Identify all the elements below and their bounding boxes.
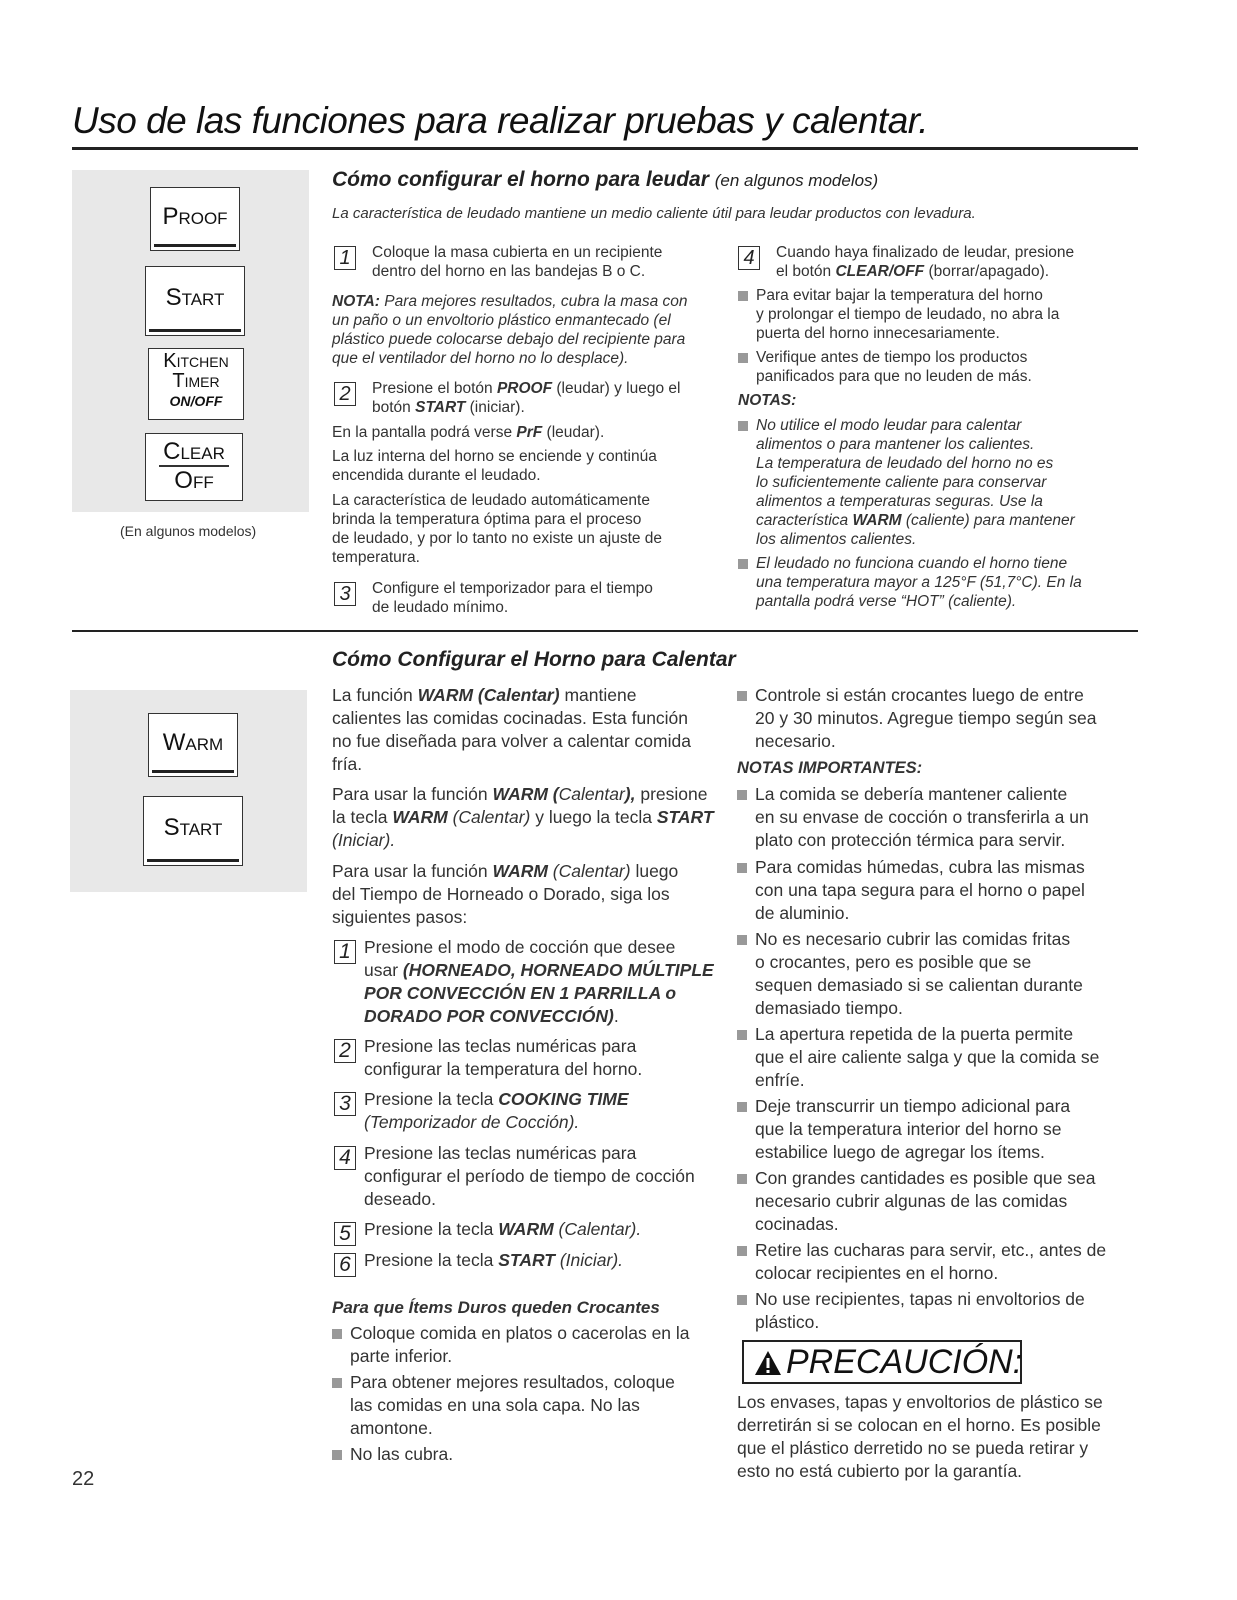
notas-importantes: NOTAS IMPORTANTES: [737,759,923,777]
step-number: 6 [334,1253,356,1277]
proof-key [150,187,240,251]
warm-key-label: Warm [162,729,224,756]
kitchen-timer-label-1: Kitchen [163,350,229,372]
note-8: No use recipientes, tapas ni envoltorios de plástico. [737,1288,1085,1334]
note-5: Deje transcurrir un tiempo adicional para que la temperatura interior del horno se estabilice luego de agregar los ítems. [737,1095,1070,1164]
proof-step1: Coloque la masa cubierta en un recipiente dentro del horno en las bandejas B o C. [372,244,663,280]
clear-off-key [145,433,243,501]
proof-bullet-2: Verifique antes de tiempo los productos panificados para que no leuden de más. [738,348,1032,386]
note-6: Con grandes cantidades es posible que sea necesario cubrir algunas de las comidas cocinadas. [737,1167,1096,1236]
warm-usage-2: Para usar la función WARM (Calentar) luego del Tiempo de Horneado o Dorado, siga los siguientes pasos: [332,861,679,927]
proof-key-label: Proof [162,203,228,230]
warm-step4: Presione las teclas numéricas para configurar el período de tiempo de cocción deseado. [364,1143,695,1209]
warm-usage: Para usar la función WARM (Calentar), presione la tecla WARM (Calentar) y luego la tecla START (Iniciar). [332,784,714,850]
note-3: No es necesario cubrir las comidas fritas o crocantes, pero es posible que se sequen demasiado si se calientan durante demasiado tiempo. [737,928,1083,1020]
proof-nota: NOTA: Para mejores resultados, cubra la masa con un paño o un envoltorio plástico enmantecado (el plástico puede colocarse debajo del recipiente para que el ventilador del horno no lo desplace). [332,293,688,367]
caution-label: PRECAUCIÓN: [786,1343,1023,1381]
warm-bullet-check: Controle si están crocantes luego de entre 20 y 30 minutos. Agregue tiempo según sea necesario. [737,684,1096,753]
kitchen-timer-onoff: ON/OFF [169,393,223,409]
step-number: 5 [334,1222,356,1246]
page-number: 22 [72,1468,95,1490]
step-number: 3 [334,582,356,606]
crisp-bullet-3: No las cubra. [332,1443,453,1466]
proof-heading-aside: (en algunos modelos) [714,171,879,190]
proof-step2: Presione el botón PROOF (leudar) y luego el botón START (iniciar). [372,380,681,416]
caution-box [742,1340,1022,1384]
note-4: La apertura repetida de la puerta permite que el aire caliente salga y que la comida se enfríe. [737,1023,1099,1092]
proof-bullet-1: Para evitar bajar la temperatura del horno y prolongar el tiempo de leudado, no abra la puerta del horno innecesariamente. [738,286,1059,343]
warm-step2: Presione las teclas numéricas para configurar la temperatura del horno. [364,1036,643,1079]
note-7: Retire las cucharas para servir, etc., antes de colocar recipientes en el horno. [737,1239,1106,1285]
proof-display-text: En la pantalla podrá verse PrF (leudar). [332,424,605,441]
title-rule [72,147,1138,150]
note-1: La comida se debería mantener caliente en su envase de cocción o transferirla a un plato con protección térmica para servir. [737,783,1089,852]
step-number: 2 [334,1039,356,1063]
proof-heading: Cómo configurar el horno para leudar (en algunos modelos) [332,168,879,191]
kitchen-timer-key [148,348,244,420]
page-title: Uso de las funciones para realizar pruebas y calentar. [72,100,928,141]
note-2: Para comidas húmedas, cubra las mismas con una tapa segura para el horno o papel de aluminio. [737,856,1085,925]
step-number: 4 [738,246,760,270]
proof-notas-label: NOTAS: [738,392,797,409]
step-number: 1 [334,940,356,964]
step-number: 2 [334,382,356,406]
proof-step3: Configure el temporizador para el tiempo de leudado mínimo. [372,580,653,616]
caution-text: Los envases, tapas y envoltorios de plástico se derretirán si se colocan en el horno. Es posible que el plástico derretido no se pueda retirar y esto no está cubierto por la garantía. [737,1392,1103,1481]
proof-light-text: La luz interna del horno se enciende y continúa encendida durante el leudado. [332,448,657,484]
crisp-bullet-1: Coloque comida en platos o cacerolas en la parte inferior. [332,1322,690,1368]
step-number: 4 [334,1146,356,1170]
proof-notas-2: El leudado no funciona cuando el horno tiene una temperatura mayor a 125°F (51,7°C). En la pantalla podrá verse “HOT” (caliente). [738,554,1082,611]
proof-key-panel [72,170,309,512]
warm-start-key-label: Start [163,814,223,841]
crisp-heading: Para que Ítems Duros queden Crocantes [332,1298,660,1317]
clear-label: Clear [163,438,225,465]
warm-key [148,713,238,777]
proof-step4: Cuando haya finalizado de leudar, presione el botón CLEAR/OFF (borrar/apagado). [776,244,1075,280]
warm-intro: La función WARM (Calentar) mantiene calientes las comidas cocinadas. Esta función no fue diseñada para volver a calentar comida fría. [332,685,691,774]
step-number: 3 [334,1092,356,1116]
warm-step5: Presione la tecla WARM (Calentar). [364,1219,642,1239]
proof-notas-1: No utilice el modo leudar para calentar alimentos o para mantener los calientes. La temperatura de leudado del horno no es lo suficientemente caliente para conservar alimentos a temperaturas seguras. Use la característica WARM (caliente) para mantener los alimentos calientes. [738,416,1075,549]
step-number: 1 [334,246,356,270]
warm-step6: Presione la tecla START (Iniciar). [364,1250,624,1270]
warm-heading: Cómo Configurar el Horno para Calentar [332,648,736,671]
warm-key-panel [70,690,307,892]
proof-intro: La característica de leudado mantiene un medio caliente útil para leudar productos con levadura. [332,205,976,222]
crisp-bullet-2: Para obtener mejores resultados, coloque las comidas en una sola capa. No las amontone. [332,1371,675,1440]
warm-start-key [143,796,243,866]
section-divider [72,630,1138,632]
proof-caption: (En algunos modelos) [120,523,257,539]
off-label: Off [174,467,214,494]
start-key [145,266,245,336]
warm-step1: Presione el modo de cocción que desee usar (HORNEADO, HORNEADO MÚLTIPLE POR CONVECCIÓN EN 1 PARRILLA o DORADO POR CONVECCIÓN). [364,937,714,1026]
start-key-label: Start [165,284,225,311]
proof-auto-text: La característica de leudado automáticamente brinda la temperatura óptima para el proceso de leudado, y por lo tanto no existe un ajuste de temperatura. [332,492,663,566]
warm-step3: Presione la tecla COOKING TIME (Temporizador de Cocción). [364,1089,629,1132]
kitchen-timer-label-2: Timer [172,370,220,392]
warning-triangle-icon [754,1350,782,1376]
